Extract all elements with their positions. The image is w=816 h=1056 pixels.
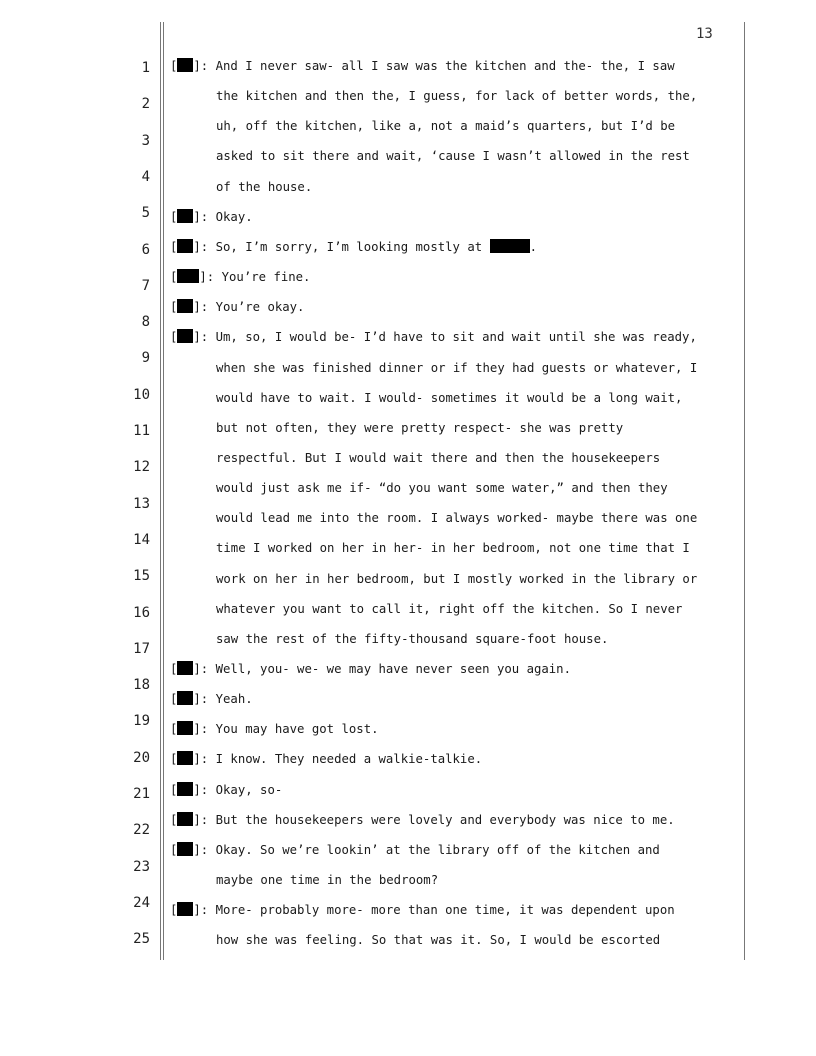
- speaker-open-bracket: [: [170, 59, 178, 73]
- speaker-open-bracket: [: [170, 812, 178, 827]
- line-text: saw the rest of the fifty-thousand square-foot house.: [216, 631, 609, 646]
- speaker-redaction: [177, 209, 193, 223]
- line-text: I know. They needed a walkie-talkie.: [215, 752, 483, 767]
- speaker-close-bracket: ]:: [193, 903, 216, 918]
- line-number: 10: [133, 386, 150, 403]
- line-number: 16: [133, 604, 150, 621]
- speaker-open-bracket: [: [170, 692, 178, 707]
- line-number: 20: [133, 749, 150, 766]
- speaker-open-bracket: [: [170, 722, 178, 737]
- speaker-redaction: [177, 269, 199, 283]
- line-text: but not often, they were pretty respect- she was pretty: [216, 420, 624, 435]
- speaker-open-bracket: [: [170, 239, 178, 254]
- speaker-open-bracket: [: [170, 782, 178, 797]
- line-text: Yeah.: [215, 692, 253, 707]
- continuation-line: [216, 148, 690, 164]
- line-number: 7: [141, 277, 150, 294]
- line-text: You’re okay.: [215, 300, 305, 315]
- page-number: 13: [696, 26, 713, 42]
- line-tail: .: [529, 239, 537, 254]
- line-number: 22: [133, 822, 150, 839]
- speaker-close-bracket: ]:: [193, 209, 216, 224]
- speaker-redaction: [177, 902, 193, 916]
- line-number: 13: [133, 495, 150, 512]
- speaker-redaction: [177, 239, 193, 253]
- speaker-line: [170, 842, 660, 858]
- line-text: when she was finished dinner or if they had guests or whatever, I: [216, 360, 698, 375]
- line-number: 2: [141, 96, 150, 113]
- speaker-close-bracket: ]:: [193, 782, 216, 797]
- speaker-close-bracket: ]:: [193, 330, 216, 345]
- line-text: asked to sit there and wait, ‘cause I wasn’t allowed in the rest: [216, 149, 690, 164]
- speaker-line: [170, 239, 537, 255]
- speaker-redaction: [177, 58, 193, 72]
- line-number: 23: [133, 858, 150, 875]
- speaker-open-bracket: [: [170, 903, 178, 918]
- line-number: 15: [133, 568, 150, 585]
- line-number: 6: [141, 241, 150, 258]
- line-text: Okay.: [215, 209, 253, 224]
- continuation-line: [216, 872, 438, 888]
- speaker-close-bracket: ]:: [199, 270, 222, 285]
- continuation-line: [216, 631, 608, 647]
- line-text: work on her in her bedroom, but I mostly worked in the library or: [216, 571, 698, 586]
- speaker-line: [170, 58, 675, 74]
- line-text: would have to wait. I would- sometimes it would be a long wait,: [216, 390, 683, 405]
- line-text: And I never saw- all I saw was the kitchen and the- the, I saw: [215, 59, 675, 73]
- continuation-line: [216, 480, 668, 496]
- line-text: whatever you want to call it, right off the kitchen. So I never: [216, 601, 683, 616]
- line-text: Um, so, I would be- I’d have to sit and wait until she was ready,: [215, 330, 697, 345]
- line-text: You may have got lost.: [215, 722, 379, 737]
- speaker-close-bracket: ]:: [193, 692, 216, 707]
- line-number: 25: [133, 931, 150, 948]
- speaker-line: [170, 299, 304, 315]
- speaker-close-bracket: ]:: [193, 59, 216, 73]
- speaker-open-bracket: [: [170, 270, 178, 285]
- speaker-line: [170, 751, 482, 767]
- speaker-close-bracket: ]:: [193, 812, 216, 827]
- line-text: would lead me into the room. I always worked- maybe there was one: [216, 511, 698, 526]
- speaker-close-bracket: ]:: [193, 662, 216, 676]
- speaker-close-bracket: ]:: [193, 752, 216, 767]
- speaker-close-bracket: ]:: [193, 300, 216, 315]
- left-margin-rule-inner: [163, 22, 164, 960]
- line-text: Okay. So we’re lookin’ at the library off of the kitchen and: [215, 842, 660, 857]
- line-text: So, I’m sorry, I’m looking mostly at: [215, 239, 483, 254]
- speaker-redaction: [177, 751, 193, 765]
- continuation-line: [216, 360, 697, 376]
- line-number: 24: [133, 894, 150, 911]
- speaker-open-bracket: [: [170, 300, 178, 315]
- line-text: time I worked on her in her- in her bedroom, not one time that I: [216, 541, 690, 556]
- continuation-line: [216, 88, 697, 104]
- line-text: of the house.: [216, 179, 313, 194]
- speaker-line: [170, 209, 253, 225]
- speaker-close-bracket: ]:: [193, 842, 216, 857]
- inline-redaction: [490, 239, 530, 253]
- line-number: 14: [133, 531, 150, 548]
- continuation-line: [216, 118, 675, 134]
- speaker-close-bracket: ]:: [193, 722, 216, 737]
- line-number: 5: [141, 205, 150, 222]
- speaker-redaction: [177, 721, 193, 735]
- continuation-line: [216, 571, 697, 587]
- speaker-redaction: [177, 782, 193, 796]
- left-margin-rule-outer: [160, 22, 161, 960]
- speaker-redaction: [177, 299, 193, 313]
- line-text: Okay, so-: [215, 782, 283, 797]
- speaker-line: [170, 329, 697, 345]
- speaker-line: [170, 721, 379, 737]
- line-text: uh, off the kitchen, like a, not a maid’s quarters, but I’d be: [216, 119, 676, 134]
- line-number: 1: [141, 60, 150, 76]
- continuation-line: [216, 932, 660, 948]
- line-number: 11: [133, 423, 150, 439]
- line-text: But the housekeepers were lovely and everybody was nice to me.: [215, 812, 675, 827]
- continuation-line: [216, 510, 697, 526]
- continuation-line: [216, 601, 682, 617]
- speaker-line: [170, 902, 675, 918]
- line-number: 17: [133, 640, 150, 657]
- speaker-line: [170, 269, 310, 285]
- line-number: 19: [133, 713, 150, 730]
- continuation-line: [216, 390, 682, 406]
- speaker-open-bracket: [: [170, 662, 178, 676]
- line-number: 21: [133, 786, 150, 802]
- line-text: More- probably more- more than one time, it was dependent upon: [215, 903, 675, 918]
- line-number: 9: [141, 350, 150, 367]
- line-text: how she was feeling. So that was it. So, I would be escorted: [216, 933, 661, 948]
- line-text: You’re fine.: [221, 270, 311, 285]
- speaker-line: [170, 812, 675, 828]
- line-number: 18: [133, 677, 150, 694]
- line-number: 4: [141, 168, 150, 185]
- continuation-line: [216, 420, 623, 436]
- line-text: Well, you- we- we may have never seen you again.: [215, 662, 571, 676]
- speaker-open-bracket: [: [170, 752, 178, 767]
- speaker-open-bracket: [: [170, 842, 178, 857]
- speaker-open-bracket: [: [170, 209, 178, 224]
- speaker-redaction: [177, 812, 193, 826]
- speaker-close-bracket: ]:: [193, 239, 216, 254]
- continuation-line: [216, 179, 312, 195]
- right-margin-rule: [744, 22, 745, 960]
- line-text: maybe one time in the bedroom?: [216, 873, 439, 888]
- speaker-redaction: [177, 661, 193, 675]
- speaker-open-bracket: [: [170, 330, 178, 345]
- line-text: respectful. But I would wait there and then the housekeepers: [216, 450, 661, 465]
- speaker-line: [170, 691, 253, 707]
- speaker-line: [170, 661, 571, 677]
- continuation-line: [216, 540, 690, 556]
- line-text: would just ask me if- “do you want some water,” and then they: [216, 481, 668, 496]
- continuation-line: [216, 450, 660, 466]
- speaker-redaction: [177, 691, 193, 705]
- line-number: 3: [141, 132, 150, 149]
- line-number: 12: [133, 459, 150, 476]
- inline-space: [482, 240, 489, 254]
- speaker-line: [170, 782, 282, 798]
- speaker-redaction: [177, 842, 193, 856]
- speaker-redaction: [177, 329, 193, 343]
- line-number: 8: [141, 314, 150, 331]
- line-text: the kitchen and then the, I guess, for lack of better words, the,: [216, 89, 698, 104]
